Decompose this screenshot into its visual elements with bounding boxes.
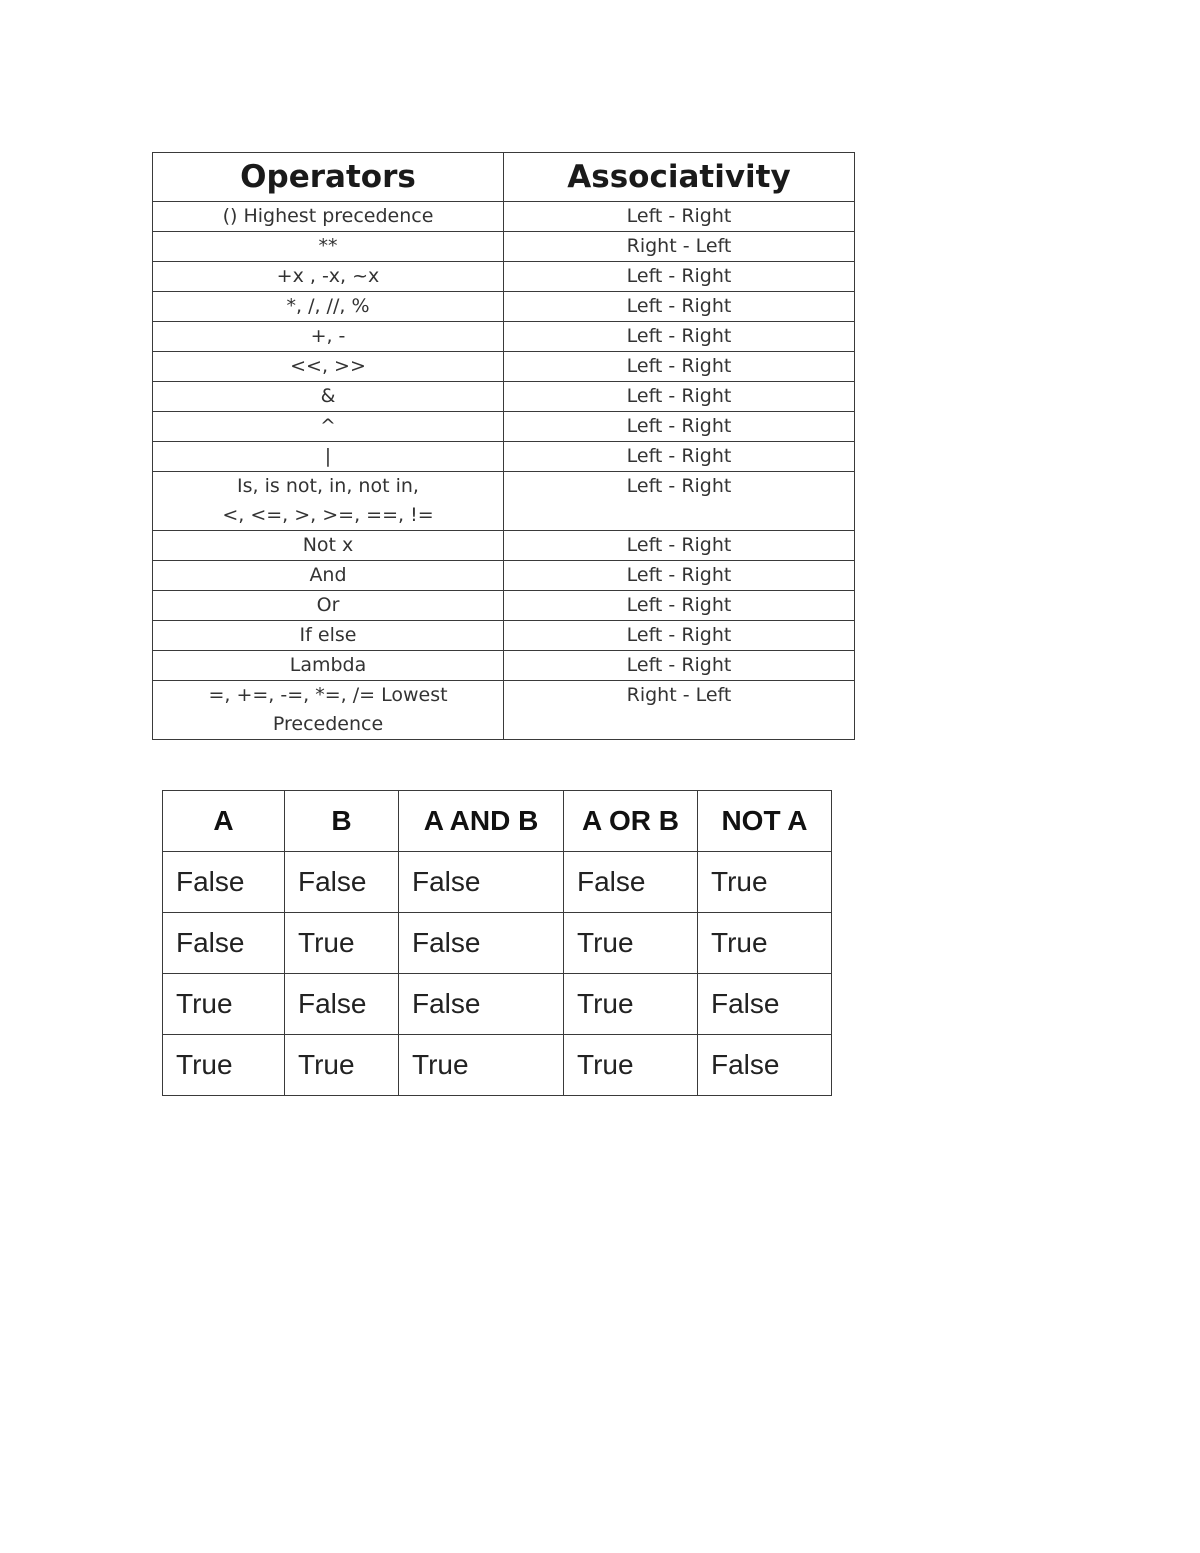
operator-cell bbox=[153, 412, 504, 442]
associativity-header: Associativity bbox=[504, 153, 855, 202]
operator-text: <, <=, >, >=, ==, != bbox=[222, 504, 434, 526]
truth-header-row bbox=[163, 791, 832, 852]
truth-row bbox=[163, 1035, 832, 1096]
precedence-row bbox=[153, 621, 855, 651]
truth-cell: True bbox=[285, 1035, 399, 1096]
truth-cell: True bbox=[698, 913, 832, 974]
associativity-cell: Left - Right bbox=[504, 412, 855, 442]
truth-cell: False bbox=[163, 852, 285, 913]
precedence-row bbox=[153, 591, 855, 621]
associativity-cell: Left - Right bbox=[504, 292, 855, 322]
precedence-row bbox=[153, 651, 855, 681]
precedence-row bbox=[153, 202, 855, 232]
operator-cell bbox=[153, 352, 504, 382]
truth-row bbox=[163, 974, 832, 1035]
associativity-cell: Left - Right bbox=[504, 262, 855, 292]
truth-table bbox=[162, 790, 832, 1096]
associativity-cell: Right - Left bbox=[504, 232, 855, 262]
truth-header-b: B bbox=[285, 791, 399, 852]
operator-text: Lambda bbox=[289, 654, 367, 676]
operator-cell bbox=[153, 292, 504, 322]
precedence-row bbox=[153, 472, 855, 531]
operator-text: <<, >> bbox=[290, 355, 366, 377]
associativity-cell: Left - Right bbox=[504, 382, 855, 412]
associativity-cell: Left - Right bbox=[504, 561, 855, 591]
operator-text: () Highest precedence bbox=[222, 205, 434, 227]
operator-cell bbox=[153, 561, 504, 591]
precedence-row bbox=[153, 322, 855, 352]
operator-cell bbox=[153, 591, 504, 621]
truth-cell: True bbox=[698, 852, 832, 913]
operator-text: ^ bbox=[320, 415, 336, 437]
associativity-cell: Left - Right bbox=[504, 442, 855, 472]
truth-cell: False bbox=[163, 913, 285, 974]
operator-precedence-table bbox=[152, 152, 855, 740]
operator-text: Is, is not, in, not in, bbox=[237, 475, 419, 497]
truth-cell: False bbox=[698, 1035, 832, 1096]
truth-cell: True bbox=[163, 974, 285, 1035]
precedence-row bbox=[153, 292, 855, 322]
truth-cell: True bbox=[399, 1035, 564, 1096]
operator-cell bbox=[153, 442, 504, 472]
operator-text: If else bbox=[299, 624, 357, 646]
operator-text: *, /, //, % bbox=[286, 295, 370, 317]
operator-text: +, - bbox=[310, 325, 346, 347]
precedence-row bbox=[153, 352, 855, 382]
associativity-cell: Left - Right bbox=[504, 651, 855, 681]
truth-cell: False bbox=[564, 852, 698, 913]
operator-text: ** bbox=[318, 235, 338, 257]
precedence-row bbox=[153, 442, 855, 472]
truth-header-not: NOT A bbox=[698, 791, 832, 852]
associativity-cell: Left - Right bbox=[504, 531, 855, 561]
associativity-cell: Left - Right bbox=[504, 591, 855, 621]
truth-header-and: A AND B bbox=[399, 791, 564, 852]
truth-cell: False bbox=[698, 974, 832, 1035]
precedence-row bbox=[153, 681, 855, 740]
operator-cell bbox=[153, 621, 504, 651]
precedence-header-row bbox=[153, 153, 855, 202]
operator-cell bbox=[153, 232, 504, 262]
operators-header: Operators bbox=[153, 153, 504, 202]
precedence-row bbox=[153, 232, 855, 262]
truth-header-or: A OR B bbox=[564, 791, 698, 852]
truth-row bbox=[163, 913, 832, 974]
precedence-row bbox=[153, 412, 855, 442]
associativity-cell: Left - Right bbox=[504, 202, 855, 232]
operator-text: Not x bbox=[302, 534, 354, 556]
precedence-row bbox=[153, 262, 855, 292]
truth-cell: True bbox=[285, 913, 399, 974]
associativity-cell: Left - Right bbox=[504, 322, 855, 352]
truth-row bbox=[163, 852, 832, 913]
operator-cell bbox=[153, 382, 504, 412]
truth-cell: True bbox=[163, 1035, 285, 1096]
operator-text: =, +=, -=, *=, /= Lowest bbox=[208, 684, 448, 706]
associativity-cell: Right - Left bbox=[504, 681, 855, 740]
operator-cell bbox=[153, 322, 504, 352]
associativity-cell: Left - Right bbox=[504, 352, 855, 382]
operator-text: Precedence bbox=[272, 713, 384, 735]
operator-text: And bbox=[309, 564, 347, 586]
operator-cell bbox=[153, 202, 504, 232]
operator-cell bbox=[153, 262, 504, 292]
truth-cell: False bbox=[285, 852, 399, 913]
operator-text: | bbox=[324, 445, 332, 467]
operator-cell bbox=[153, 651, 504, 681]
truth-cell: False bbox=[399, 974, 564, 1035]
precedence-row bbox=[153, 382, 855, 412]
operator-text: & bbox=[320, 385, 336, 407]
truth-header-a: A bbox=[163, 791, 285, 852]
precedence-row bbox=[153, 561, 855, 591]
operator-text: +x , -x, ~x bbox=[276, 265, 380, 287]
truth-cell: True bbox=[564, 1035, 698, 1096]
operator-text: Or bbox=[316, 594, 340, 616]
operator-cell bbox=[153, 531, 504, 561]
truth-cell: True bbox=[564, 974, 698, 1035]
truth-cell: True bbox=[564, 913, 698, 974]
associativity-cell: Left - Right bbox=[504, 472, 855, 531]
truth-cell: False bbox=[285, 974, 399, 1035]
operator-cell bbox=[153, 472, 504, 531]
truth-cell: False bbox=[399, 852, 564, 913]
truth-cell: False bbox=[399, 913, 564, 974]
associativity-cell: Left - Right bbox=[504, 621, 855, 651]
operator-cell bbox=[153, 681, 504, 740]
precedence-row bbox=[153, 531, 855, 561]
